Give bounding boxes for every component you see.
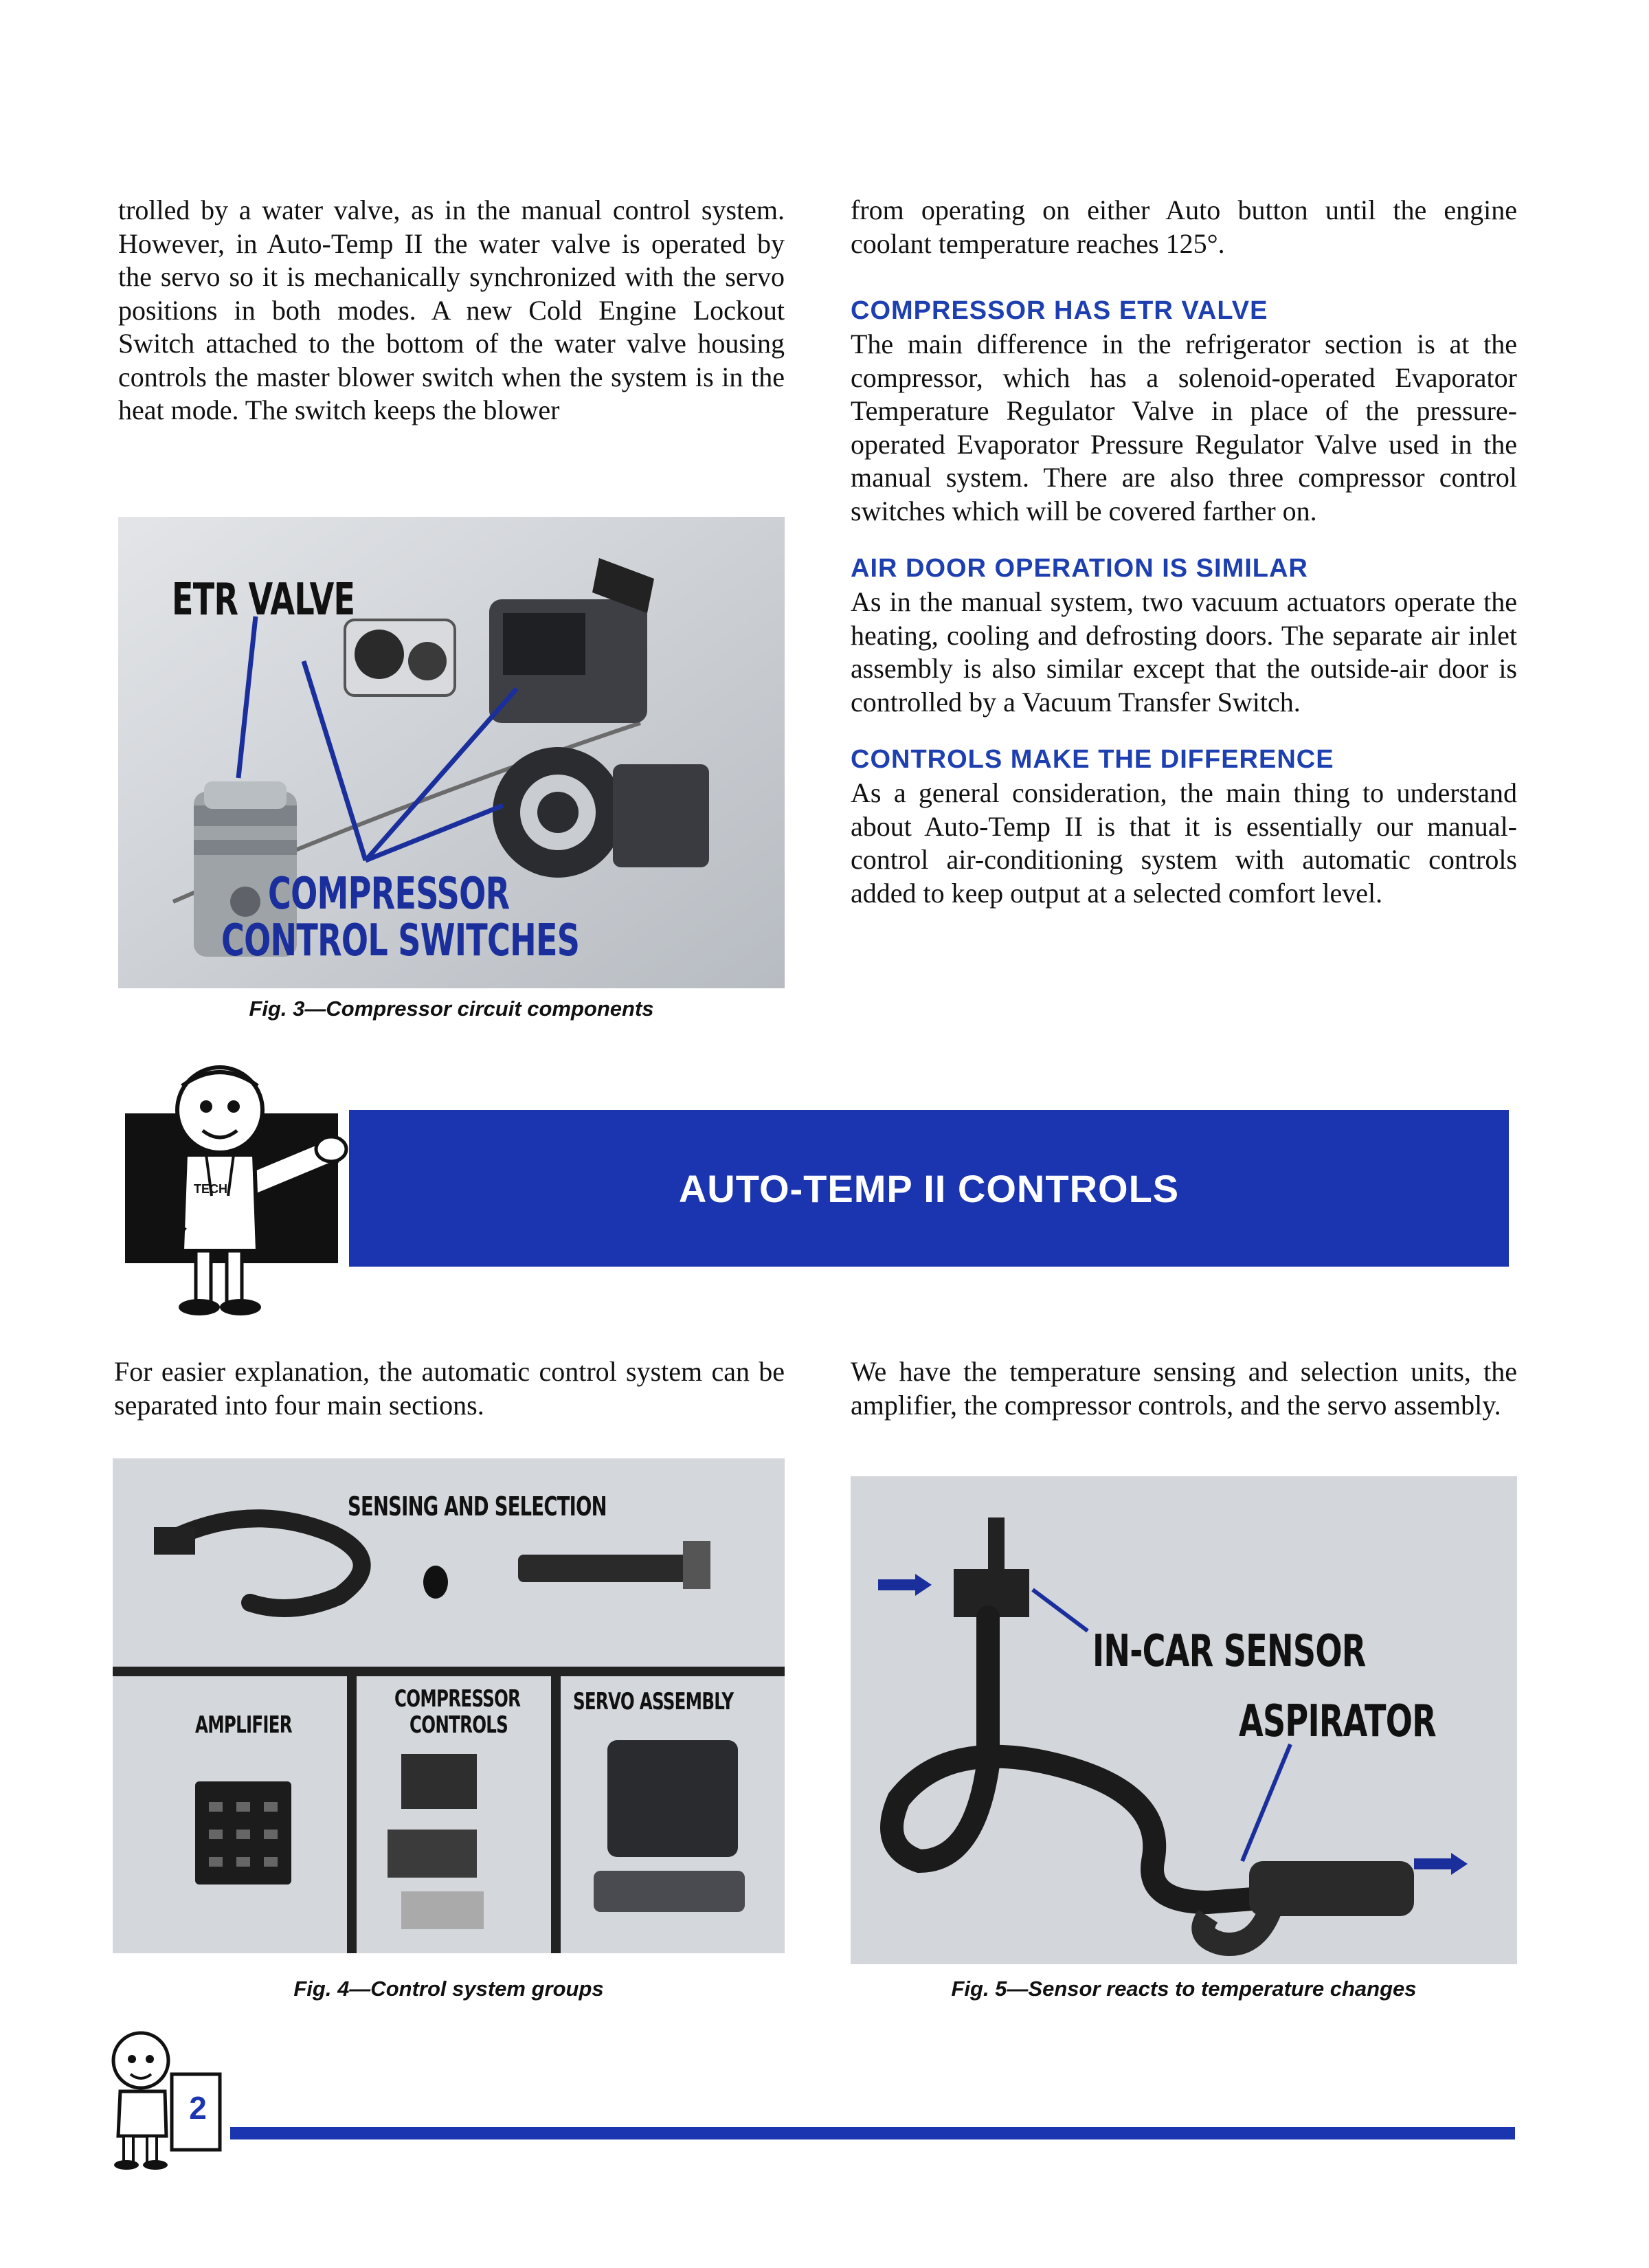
section-heading: AIR DOOR OPERATION IS SIMILAR: [851, 554, 1308, 583]
footer-rule: [230, 2127, 1515, 2139]
left-column-bottom: [114, 1355, 785, 1422]
airflow-out-arrow-icon: [1414, 1858, 1451, 1869]
right-column-bottom: [851, 1355, 1517, 1422]
page-number: 2: [189, 2090, 207, 2126]
compressor-controls-label-1: COMPRESSOR: [394, 1685, 521, 1713]
airflow-out-arrow-head: [1451, 1853, 1468, 1875]
etr-valve-label: ETR VALVE: [172, 575, 355, 625]
banner-title: AUTO-TEMP II CONTROLS: [678, 1166, 1180, 1210]
left-column-top: [118, 194, 785, 427]
fig5-photo: [851, 1476, 1517, 1964]
control-switches-label: CONTROL SWITCHES: [221, 915, 580, 966]
amplifier-label: AMPLIFIER: [195, 1711, 292, 1739]
servo-assembly-label: SERVO ASSEMBLY: [573, 1688, 734, 1715]
section-heading: CONTROLS MAKE THE DIFFERENCE: [851, 745, 1334, 774]
in-car-sensor-label: IN-CAR SENSOR: [1092, 1626, 1366, 1677]
section-banner: [349, 1110, 1509, 1267]
section-controls: [851, 744, 1517, 910]
section-compressor-etr: [851, 295, 1517, 528]
section-air-door: [851, 553, 1517, 719]
intro-paragraph: from operating on either Auto button until the engine coolant temperature reaches 125°.: [851, 194, 1517, 259]
section-heading: COMPRESSOR HAS ETR VALVE: [851, 296, 1268, 325]
fig3-photo: [118, 517, 785, 988]
section-body: As a general consideration, the main thing to understand about Auto-Temp II is that it is essentially our manual-control air-conditioning system with automatic controls added to keep output at a selected comfort level.: [851, 777, 1517, 909]
aspirator-label: ASPIRATOR: [1239, 1696, 1436, 1747]
fig4-photo: [113, 1458, 785, 1953]
airflow-in-arrow-head: [915, 1574, 932, 1596]
compressor-label: COMPRESSOR: [268, 869, 510, 920]
fig4-caption: Fig. 4—Control system groups: [293, 1977, 604, 2001]
continued-paragraph: trolled by a water valve, as in the manual control system. However, in Auto-Temp II the water valve is operated by the servo so it is mechanically synchronized with the servo positions in both modes. A new Cold Engine Lockout Switch attached to the bottom of the water valve housing controls the master blower switch when the system is in the heat mode. The switch keeps the blower: [118, 194, 785, 425]
fig3-caption: Fig. 3—Compressor circuit components: [249, 997, 654, 1021]
sensing-selection-label: SENSING AND SELECTION: [348, 1491, 607, 1522]
fig5-caption: Fig. 5—Sensor reacts to temperature changes: [951, 1977, 1417, 2001]
compressor-controls-label-2: CONTROLS: [410, 1711, 508, 1739]
intro-paragraph: For easier explanation, the automatic control system can be separated into four main sections.: [114, 1356, 785, 1421]
mascot-badge: TECH: [194, 1182, 227, 1196]
mascot-icon: [131, 1058, 357, 1320]
right-column-top: [851, 194, 1517, 935]
airflow-in-arrow-icon: [878, 1579, 915, 1590]
sections-paragraph: We have the temperature sensing and selection units, the amplifier, the compressor controls, and the servo assembly.: [851, 1356, 1517, 1421]
section-body: The main difference in the refrigerator section is at the compressor, which has a solenoid-operated Evaporator Temperature Regulator Valve in place of the pressure-operated Evaporator Pressure Regulator Valve used in the manual system. There are also three compressor control switches which will be covered farther on.: [851, 329, 1517, 526]
section-body: As in the manual system, two vacuum actuators operate the heating, cooling and defrosting doors. The separate air inlet assembly is also similar except that the outside-air door is controlled by a Vacuum Transfer Switch.: [851, 586, 1517, 718]
